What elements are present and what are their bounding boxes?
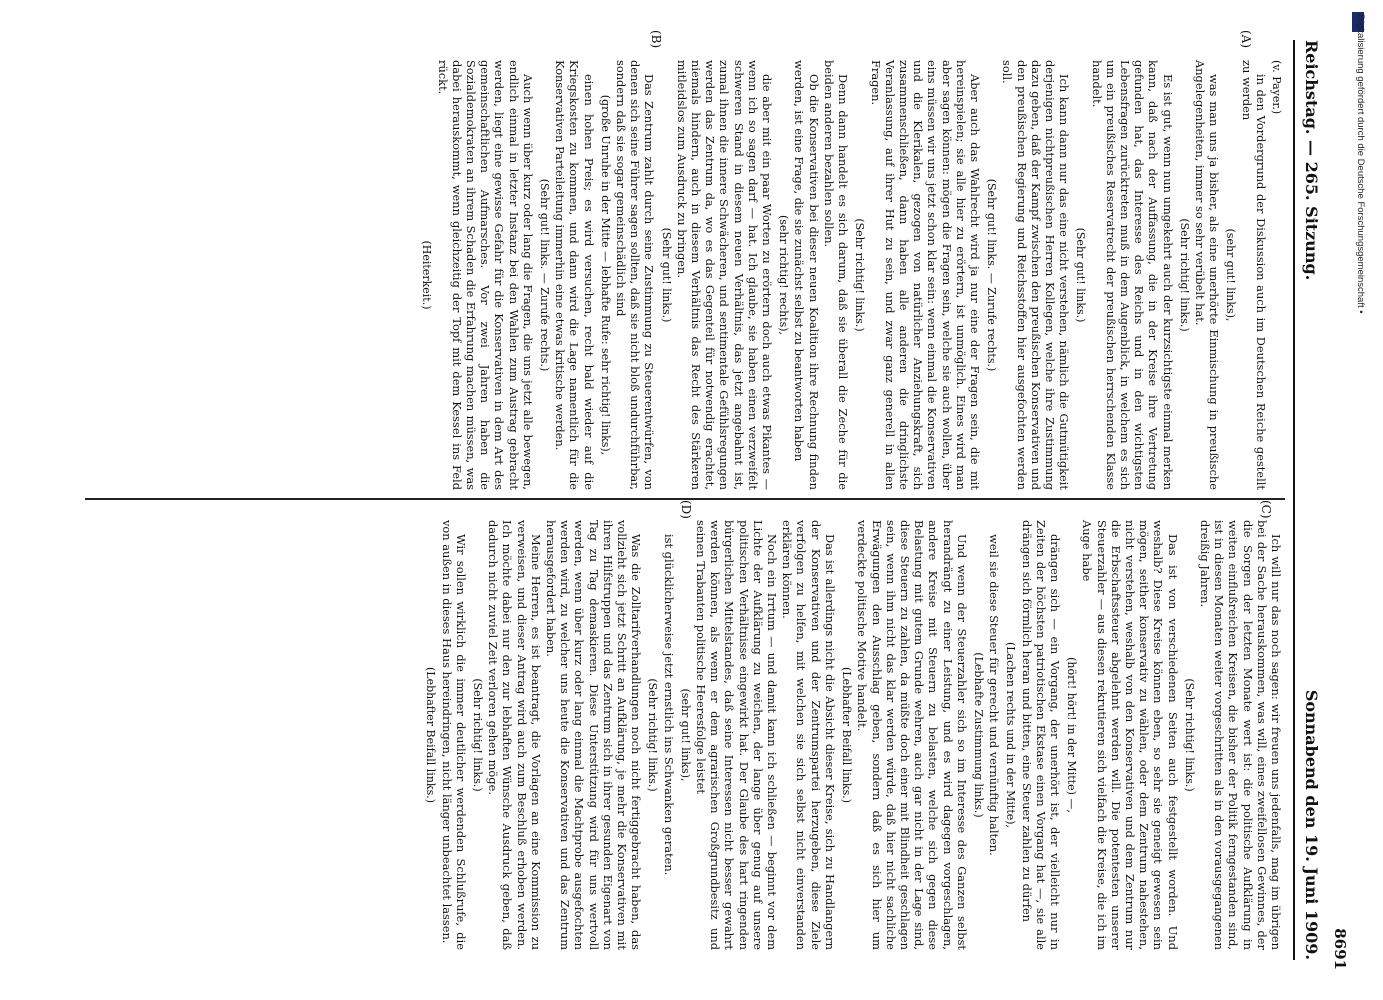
- paragraph: Es ist gut, wenn nun umgekehrt auch der kurzsichtigste einmal merken kann, daß nach der Auffassung, die in der Kreise ihre Vertretung gefunden hat, das Interesse des Reichs und in den wichtigsten Lebensfragen zurücktreten muß in dem Augenblick, in welchem es sich um ein preußisches Reservatrecht der preußischen herrschenden Klasse handelt.: [1089, 60, 1175, 490]
- page-number: 8691: [1331, 928, 1349, 970]
- paragraph: die aber mit ein paar Worten zu erörtern doch auch etwas Pikantes — wenn ich so sagen darf — hat. Ich glaube, sie haben einen verzweifelt schweren Stand in diesem neuen Verhältnis, das jetzt angebahnt ist, zumal ihnen die innere Schwächeren, und sentimentale Gefühlsregungen werden das Zentrum da, wo es das Gegenteil für notwendig erachtet, niemals hindern, auch in diesem Verhältnis das Recht des Stärkeren mitleidslos zum Ausdruck zu bringen.: [674, 60, 775, 490]
- interjection: (Lebhafter Beifall links.): [424, 666, 438, 804]
- interjection: (sehr richtig! rechts),: [777, 214, 791, 336]
- interjection: (große Unruhe in der Mitte — lebhafte Rufe: sehr richtig! links),: [598, 94, 612, 456]
- margin-marker-d: (D): [679, 500, 693, 519]
- paragraph: Noch ein Irrtum — und damit kann ich schließen — beginnt vor dem Lichte der Aufklärung zu weichen, der lange über genug auf unsere politischen Verhältnisse eingewirkt hat. Der Glaube des hart ringenden bürgerlichen Mittelstandes, daß seine Interessen nicht besser gewahrt werden können, als wenn er dem agrarischen Großgrundbesitz und seinen Trabanten politische Heeresfolge leistet: [694, 520, 780, 950]
- paragraph: Auch wenn über kurz oder lang die Fragen, die uns jetzt alle bewegen, endlich einmal in letzter Instanz bei den Wahlen zum Austrag gebracht werden, liegt eine gewisse Gefahr für die Konservativen in dem Art des gemeinschaftlichen Aufmarsches. Vor zwei Jahren haben die Sozialdemokraten an ihrem Schaden die Erfahrung machen müssen, was dabei herauskommt, wenn gleichzeitig der Topf mit dem Kessel ins Feld rückt.: [435, 60, 535, 490]
- paragraph: Was die Zolltarifverhandlungen noch nicht fertiggebracht haben, das vollzieht sich jetzt Schritt an Aufklärung, je mehr die Konservativen mit ihren Hilfstruppen und das Zentrum sich in ihrer gesunden Eigenart von Tag zu Tag demaskieren. Diese Unterstützung wird für uns wertvoll werden, wenn über kurz oder lang einmal die Machtprobe ausgefochten werden wird, zu welcher uns heute die Konservativen und das Zentrum herausgefordert haben.: [544, 520, 644, 950]
- right-paragraphs: [423, 520, 1283, 950]
- interjection: (Sehr gut! links.): [659, 227, 673, 323]
- paragraph: ist glücklicherweise jetzt ernstlich ins Schwanken geraten.: [661, 534, 676, 876]
- paragraph: drängen sich — ein Vorgang, der unerhört ist, der vielleicht nur in Zeiten der höchsten patriotischen Ekstase einen Vorgang hat —, sie alle drängen sich förmlich heran und bitten, eine Steuer zahlen zu dürfen: [1019, 520, 1062, 950]
- interjection: (Heiterkeit.): [420, 240, 434, 310]
- interjection: (Sehr richtig! links.): [646, 678, 660, 792]
- margin-marker-b: (B): [649, 30, 663, 49]
- paragraph: was man uns ja bisher, als eine unerhörte Einmischung in preußische Angelegenheiten, immer so sehr verübelt hat.: [1192, 60, 1222, 490]
- interjection: (Sehr richtig! links.): [471, 678, 485, 792]
- page-header: [1293, 40, 1349, 970]
- margin-marker-c: (C): [1259, 500, 1273, 519]
- interjection: (Lachen rechts und in der Mitte),: [1004, 641, 1018, 829]
- left-paragraphs: [419, 60, 1268, 490]
- paragraph: Das ist von verschiedenen Seiten auch festgestellt worden. Und weshalb? Diese Kreise können eben, so sehr sie geneigt gewesen sein mögen, seither konservativ zu wählen, oder dem Zentrum nahestehen, nicht verstehen, weshalb von den Konservativen und dem Zentrum nur die Erbschaftssteuer abgelehnt werden will. Die potentesten unserer Steuerzahler — aus diesen rekrutieren sich vielfach die Kreise, die ich im Auge habe: [1080, 520, 1180, 950]
- header-left-title: Reichstag. — 265. Sitzung.: [1302, 40, 1321, 281]
- paragraph: einen hohen Preis; es wird versuchen, recht bald wieder auf die Kriegskosten zu kommen, und dann wird die Lage namentlich für die Konservativen Parteileitung immerhin eine etwas kritische werden.: [553, 60, 596, 490]
- interjection: (Sehr gut! links. — Zurufe rechts.): [538, 178, 552, 372]
- paragraph: Wir sollen wirklich die immer deutlicher werdenden Schlußrufe, die von außen in dieses Haus hereindringen, nicht länger unbeachtet lassen.: [439, 520, 468, 950]
- paragraph: Ob die Konservativen bei dieser neuen Koalition ihre Rechnung finden werden, ist eine Frage, die sie zunächst selbst zu beantworten haben: [792, 60, 821, 490]
- interjection: (Lebhafter Beifall links.): [840, 666, 854, 804]
- credit-text: Digitalisierung gefördert durch die Deutsche Forschungsgemeinschaft •: [1355, 14, 1366, 314]
- digitization-credit: [1348, 14, 1370, 974]
- paragraph: Meine Herren, es ist beantragt, die Vorlagen an eine Kommission zu verweisen, und dieser Antrag wird auch zum Beschluß erhoben werden. Ich möchte dabei nur den zur lebhaften Wünsche Ausdruck geben, daß dadurch nicht zuviel Zeit verloren gehen möge.: [486, 520, 543, 950]
- paragraph: Ich kann dann nur das eine nicht verstehen, nämlich die Gutmütigkeit derjenigen nichtpreußischen Herren Kollegen, welche ihre Zustimmung dazu geben, daß der Kampf zwischen den preußischen Konservativen und den preußischen Regierung und Reichsstoffen hier ausgefochten werden soll.: [1000, 60, 1072, 490]
- paragraph: Ich will nur das noch sagen: wir freuen uns jedenfalls, mag im übrigen bei der Sache herauskommen, was will, eines zweifellosen Gewinnes, der die Sorgen der letzten Monate wert ist: die politische Aufklärung in weiten einflußreichen Kreisen, die bisher der Politik ferngestanden sind, ist in diesen Monaten weiter vorgeschritten als in den vorausgegangenen dreißig Jahren.: [1197, 520, 1283, 950]
- paragraph: Aber auch das Wahlrecht wird ja nur eine der Fragen sein, die mit hereinspielen; sie alle hier zu erörtern, ist unmöglich. Eines wird man aber sagen können: mögen die Fragen sein, welche sie auch wollen, über eins müssen wir uns jetzt schon klar sein: wenn einmal die Konservativen und die Klerikalen, gezogen von natürlicher Anziehungskraft, sich zusammenschließen, dann haben alle anderen die dringlichste Veranlassung, auf ihrer Hut zu sein, und zwar ganz generell in allen Fragen.: [868, 60, 982, 490]
- interjection: (Sehr richtig! links.): [1182, 678, 1196, 792]
- paragraph: in den Vordergrund der Diskussion auch im Deutschen Reiche gestellt zu werden: [1239, 60, 1268, 490]
- interjection: (Sehr richtig! links.): [1177, 218, 1191, 332]
- speaker-label: (v. Payer.): [1270, 60, 1283, 115]
- header-date: Sonnabend den 19. Juni 1909.: [1302, 689, 1321, 960]
- column-divider: [85, 498, 1285, 500]
- interjection: (Sehr gut! links.): [1074, 227, 1088, 323]
- interjection: (hört! hört! in der Mitte) —,: [1065, 657, 1079, 813]
- interjection: (Lebhafte Zustimmung links.): [971, 652, 985, 818]
- paragraph: weil sie diese Steuer für gerecht und vernünftig halten.: [987, 534, 1002, 856]
- right-column: [421, 520, 1283, 950]
- interjection: (sehr gut! links),: [678, 688, 692, 782]
- left-column: [417, 60, 1283, 490]
- paragraph: Das ist allerdings nicht die Absicht dieser Kreise, sich zu Handlangern der Konservativen und der Zentrumspartei herzugeben, diese Ziele verfolgen zu helfen, mit welchen sie sich selbst nicht einverstanden erklären können.: [780, 520, 837, 950]
- paragraph: Und wenn der Steuerzahler sich so im Interesse des Ganzen selbst herandrängt zu einer Leistung, und es wird dagegen vorgeschlagen, andere Kreise mit Steuern zu belasten, welche sich gegen diese Belastung mit gutem Grunde wehren, auch gar nicht in der Lage sind, diese Steuern zu zahlen, da müßte doch einer mit Blindheit geschlagen sein, wenn ihm nicht das klar werden würde, daß hier nicht sachliche Erwägungen den Ausschlag geben, sondern daß es sich hier um verdeckte politische Motive handelt.: [855, 520, 969, 950]
- margin-marker-a: (A): [1239, 30, 1253, 49]
- paragraph: Das Zentrum zahlt durch seine Zustimmung zu Steuerentwürfen, von denen sich seine Führer sagen sollten, daß sie nicht bloß undurchführbar, sondern daß sie sogar gemeinschädlich sind: [614, 60, 657, 490]
- interjection: (sehr gut! links),: [1224, 228, 1238, 322]
- interjection: (Sehr richtig! links.): [853, 218, 867, 332]
- interjection: (Sehr gut! links. — Zurufe rechts.): [985, 178, 999, 372]
- paragraph: Denn dann handelt es sich darum, daß sie überall die Zeche für die beiden anderen bezahlen sollen.: [821, 60, 851, 490]
